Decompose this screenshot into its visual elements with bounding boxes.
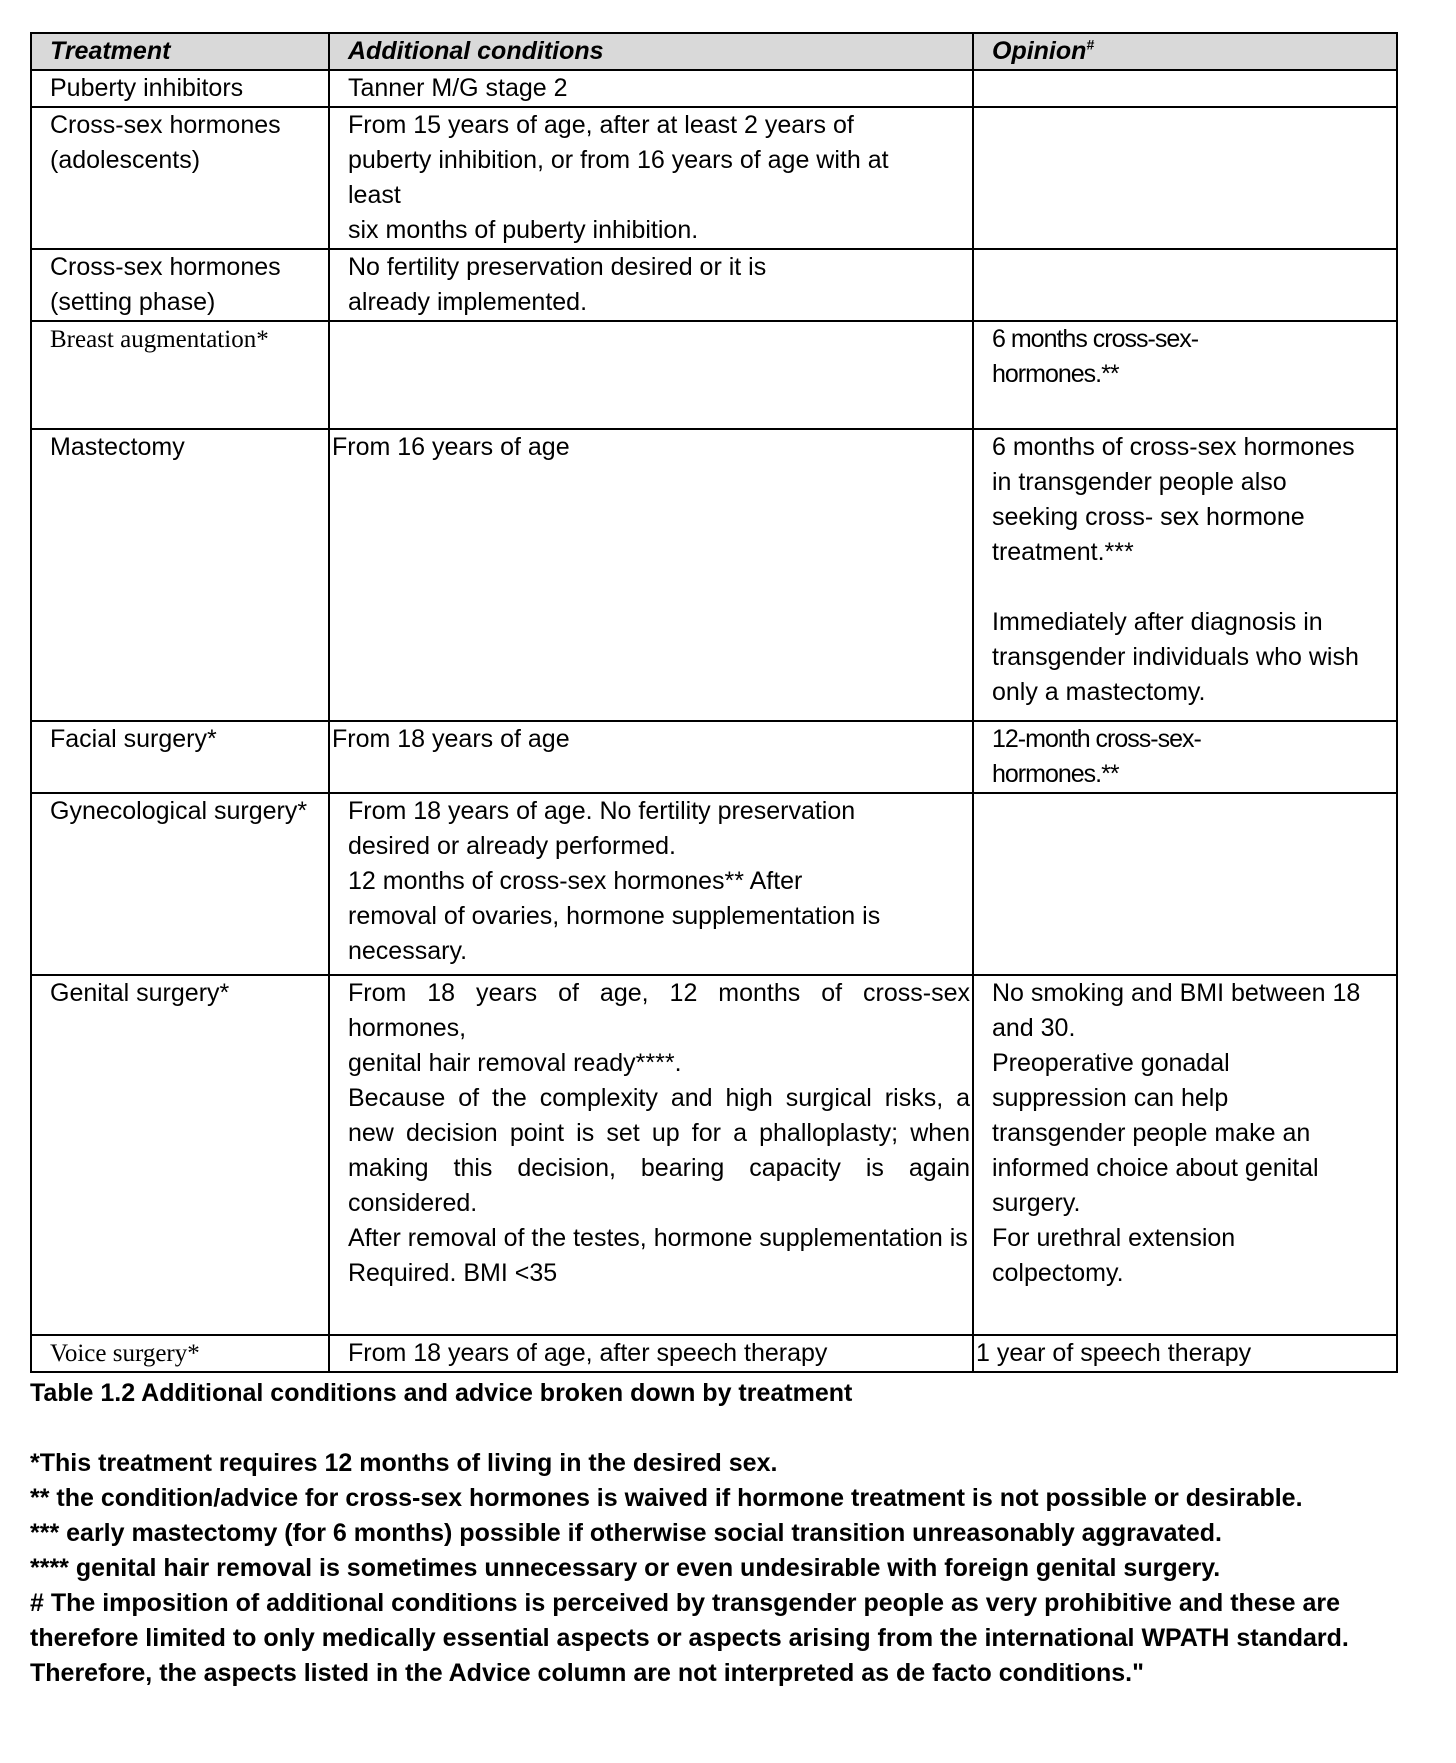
opinion-cell: No smoking and BMI between 18 and 30. Preoperative gonadal suppression can help transgender people make an informed choice about genital surgery. For urethral extension colpectomy. [973, 975, 1397, 1335]
document-page [30, 32, 1396, 1691]
opinion-cell [973, 70, 1397, 107]
treatment-cell: Facial surgery* [31, 721, 329, 793]
opinion-cell [973, 107, 1397, 249]
conditions-cell: Tanner M/G stage 2 [329, 70, 973, 107]
conditions-cell: From 16 years of age [329, 429, 973, 721]
table-row [31, 429, 1397, 721]
treatment-cell: Cross-sex hormones (adolescents) [31, 107, 329, 249]
opinion-cell: 6 months cross-sex- hormones.** [973, 321, 1397, 429]
conditions-cell: From 18 years of age, 12 months of cross-sex hormones, genital hair removal ready****. Because of the complexity and high surgical risks, a new decision point is set up for a phalloplasty; when making this decision, bearing capacity is again considered. After removal of the testes, hormone supplementation is Required. BMI <35 [329, 975, 973, 1335]
opinion-cell: 1 year of speech therapy [973, 1335, 1397, 1372]
footnote: *This treatment requires 12 months of living in the desired sex. [30, 1449, 778, 1477]
table-row [31, 975, 1397, 1335]
treatment-cell: Puberty inhibitors [31, 70, 329, 107]
treatment-table [30, 32, 1398, 1373]
header-opinion-label: Opinion [992, 37, 1087, 65]
table-caption: Table 1.2 Additional conditions and advice broken down by treatment [30, 1379, 853, 1407]
conditions-cell: No fertility preservation desired or it is already implemented. [329, 249, 973, 321]
conditions-cell: From 18 years of age. No fertility preservation desired or already performed. 12 months of cross-sex hormones** After removal of ovaries, hormone supplementation is necessary. [329, 793, 973, 975]
footnote: # The imposition of additional conditions is perceived by transgender people as very prohibitive and these are therefore limited to only medically essential aspects or aspects arising from the international WPATH standard. Therefore, the aspects listed in the Advice column are not interpreted as de facto conditions." [30, 1589, 1349, 1687]
header-conditions: Additional conditions [329, 33, 973, 70]
table-row [31, 107, 1397, 249]
treatment-cell: Genital surgery* [31, 975, 329, 1335]
table-row [31, 249, 1397, 321]
treatment-cell: Mastectomy [31, 429, 329, 721]
table-row [31, 721, 1397, 793]
footnotes [30, 1446, 1430, 1691]
conditions-cell [329, 321, 973, 429]
conditions-cell: From 18 years of age [329, 721, 973, 793]
conditions-cell: From 15 years of age, after at least 2 years of puberty inhibition, or from 16 years of age with at least six months of puberty inhibition. [329, 107, 973, 249]
header-treatment: Treatment [31, 33, 329, 70]
treatment-cell: Cross-sex hormones (setting phase) [31, 249, 329, 321]
opinion-cell: 6 months of cross-sex hormones in transgender people also seeking cross- sex hormone treatment.*** Immediately after diagnosis in transgender individuals who wish only a mastectomy. [973, 429, 1397, 721]
footnote: **** genital hair removal is sometimes unnecessary or even undesirable with foreign genital surgery. [30, 1554, 1221, 1582]
header-opinion [973, 33, 1397, 70]
treatment-cell: Gynecological surgery* [31, 793, 329, 975]
opinion-cell [973, 793, 1397, 975]
table-header-row [31, 33, 1397, 70]
conditions-cell: From 18 years of age, after speech therapy [329, 1335, 973, 1372]
opinion-cell [973, 249, 1397, 321]
treatment-cell: Voice surgery* [31, 1335, 329, 1372]
footnote: ** the condition/advice for cross-sex hormones is waived if hormone treatment is not possible or desirable. [30, 1484, 1303, 1512]
opinion-cell: 12-month cross-sex- hormones.** [973, 721, 1397, 793]
treatment-cell: Breast augmentation* [31, 321, 329, 429]
header-opinion-sup: # [1086, 36, 1095, 53]
table-row [31, 793, 1397, 975]
table-row [31, 70, 1397, 107]
table-row [31, 1335, 1397, 1372]
table-row [31, 321, 1397, 429]
footnote: *** early mastectomy (for 6 months) possible if otherwise social transition unreasonably aggravated. [30, 1519, 1223, 1547]
